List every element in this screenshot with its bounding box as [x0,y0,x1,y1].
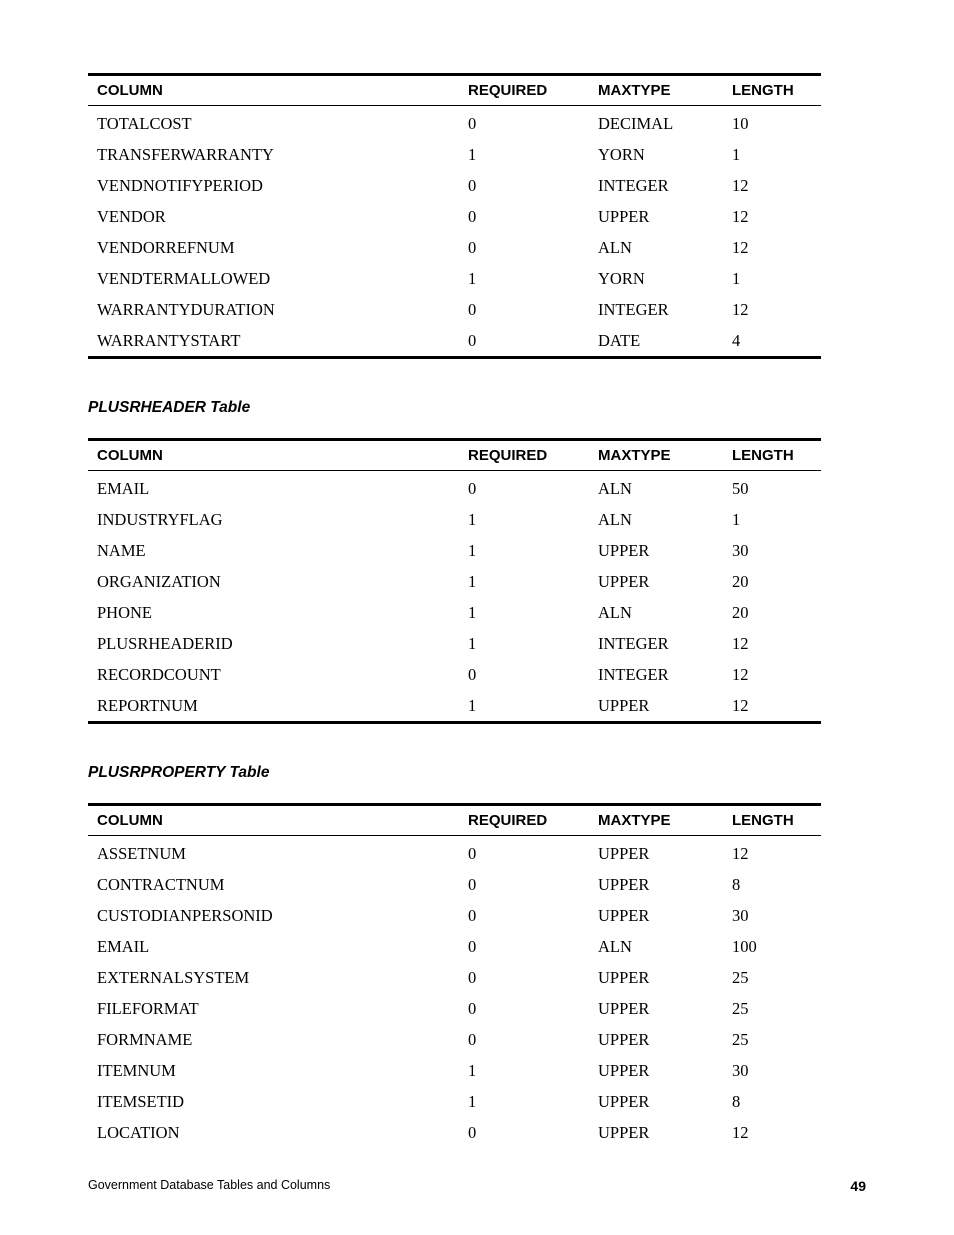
cell-maxtype: YORN [598,144,645,164]
table-row [88,201,821,232]
cell-column-name: ORGANIZATION [97,571,221,591]
header-column: COLUMN [88,440,459,471]
table-header-row [88,805,821,836]
cell-required: 0 [468,905,477,925]
cell-required: 1 [468,1060,477,1080]
cell-length: 10 [732,113,749,133]
table-header-row [88,440,821,471]
table-row [88,139,821,170]
cell-column-name: WARRANTYDURATION [97,299,275,319]
cell-column-name: VENDNOTIFYPERIOD [97,175,263,195]
cell-column-name: ITEMNUM [97,1060,176,1080]
table-plusrheader [88,438,821,724]
cell-required: 1 [468,602,477,622]
cell-length: 25 [732,998,749,1018]
cell-column-name: EMAIL [97,478,150,498]
cell-column-name: CONTRACTNUM [97,874,225,894]
cell-maxtype: UPPER [598,905,650,925]
cell-required: 1 [468,633,477,653]
cell-length: 30 [732,540,749,560]
cell-maxtype: DATE [598,330,641,350]
header-maxtype: MAXTYPE [589,440,723,471]
table-row [88,597,821,628]
cell-required: 0 [468,175,477,195]
cell-column-name: PHONE [97,602,153,622]
cell-maxtype: YORN [598,268,645,288]
cell-maxtype: UPPER [598,874,650,894]
cell-length: 100 [732,936,757,956]
cell-column-name: FILEFORMAT [97,998,199,1018]
cell-column-name: EMAIL [97,936,150,956]
cell-maxtype: DECIMAL [598,113,674,133]
table-row [88,106,821,140]
cell-length: 1 [732,268,741,288]
cell-required: 0 [468,299,477,319]
cell-length: 20 [732,602,749,622]
table-row [88,566,821,597]
cell-maxtype: INTEGER [598,299,669,319]
header-maxtype: MAXTYPE [589,75,723,106]
cell-column-name: REPORTNUM [97,695,198,715]
cell-maxtype: UPPER [598,1091,650,1111]
cell-column-name: INDUSTRYFLAG [97,509,223,529]
table-row [88,659,821,690]
header-length: LENGTH [723,805,821,836]
cell-length: 12 [732,175,749,195]
cell-maxtype: UPPER [598,998,650,1018]
page-footer [88,1178,866,1196]
cell-maxtype: UPPER [598,1060,650,1080]
table-row [88,869,821,900]
table-row [88,993,821,1024]
cell-maxtype: UPPER [598,206,650,226]
cell-column-name: TRANSFERWARRANTY [97,144,274,164]
cell-length: 12 [732,1122,749,1142]
cell-column-name: PLUSRHEADERID [97,633,233,653]
cell-required: 0 [468,843,477,863]
cell-length: 8 [732,874,741,894]
header-length: LENGTH [723,75,821,106]
header-column: COLUMN [88,805,459,836]
cell-length: 8 [732,1091,741,1111]
cell-length: 12 [732,633,749,653]
cell-column-name: FORMNAME [97,1029,193,1049]
cell-required: 0 [468,113,477,133]
table-row [88,1086,821,1117]
cell-required: 1 [468,144,477,164]
cell-column-name: TOTALCOST [97,113,192,133]
cell-required: 1 [468,540,477,560]
cell-length: 1 [732,509,741,529]
cell-maxtype: UPPER [598,571,650,591]
cell-required: 1 [468,695,477,715]
header-required: REQUIRED [459,75,589,106]
document-page [88,73,821,1148]
cell-length: 12 [732,695,749,715]
cell-length: 25 [732,1029,749,1049]
table-row [88,900,821,931]
cell-length: 20 [732,571,749,591]
cell-required: 0 [468,936,477,956]
cell-length: 12 [732,664,749,684]
table-row [88,535,821,566]
table-row [88,1055,821,1086]
cell-maxtype: ALN [598,602,632,622]
table-row [88,325,821,358]
cell-length: 30 [732,905,749,925]
header-maxtype: MAXTYPE [589,805,723,836]
cell-column-name: NAME [97,540,146,560]
cell-maxtype: UPPER [598,1122,650,1142]
table-row [88,962,821,993]
cell-maxtype: ALN [598,936,632,956]
cell-column-name: ITEMSETID [97,1091,185,1111]
table-row [88,836,821,870]
cell-maxtype: UPPER [598,540,650,560]
table-row [88,232,821,263]
cell-column-name: VENDORREFNUM [97,237,235,257]
cell-required: 1 [468,1091,477,1111]
cell-column-name: RECORDCOUNT [97,664,221,684]
cell-length: 12 [732,843,749,863]
table-row [88,1024,821,1055]
cell-column-name: VENDTERMALLOWED [97,268,271,288]
section-title-plusrheader: PLUSRHEADER Table [88,399,251,416]
cell-column-name: WARRANTYSTART [97,330,241,350]
table-row [88,504,821,535]
table-plusrproperty [88,803,821,1148]
cell-column-name: EXTERNALSYSTEM [97,967,250,987]
cell-maxtype: ALN [598,478,632,498]
cell-required: 0 [468,998,477,1018]
section-title-plusrproperty: PLUSRPROPERTY Table [88,764,270,781]
header-required: REQUIRED [459,440,589,471]
table-continued [88,73,821,359]
table-row [88,931,821,962]
page-number: 49 [850,1178,866,1194]
cell-column-name: LOCATION [97,1122,180,1142]
cell-length: 12 [732,206,749,226]
cell-required: 0 [468,206,477,226]
cell-required: 0 [468,1122,477,1142]
cell-maxtype: UPPER [598,1029,650,1049]
cell-maxtype: ALN [598,237,632,257]
cell-maxtype: ALN [598,509,632,529]
cell-required: 0 [468,874,477,894]
cell-required: 1 [468,571,477,591]
table-row [88,263,821,294]
table-row [88,170,821,201]
cell-maxtype: UPPER [598,695,650,715]
header-length: LENGTH [723,440,821,471]
header-column: COLUMN [88,75,459,106]
cell-required: 0 [468,237,477,257]
cell-required: 0 [468,478,477,498]
cell-required: 0 [468,664,477,684]
cell-required: 0 [468,1029,477,1049]
cell-length: 25 [732,967,749,987]
table-header-row [88,75,821,106]
cell-maxtype: INTEGER [598,664,669,684]
table-row [88,471,821,505]
cell-column-name: VENDOR [97,206,166,226]
cell-maxtype: UPPER [598,967,650,987]
cell-length: 50 [732,478,749,498]
cell-required: 0 [468,967,477,987]
table-row [88,1117,821,1148]
table-row [88,690,821,723]
cell-length: 12 [732,237,749,257]
cell-required: 0 [468,330,477,350]
cell-column-name: CUSTODIANPERSONID [97,905,273,925]
cell-length: 1 [732,144,741,164]
cell-maxtype: INTEGER [598,633,669,653]
cell-column-name: ASSETNUM [97,843,186,863]
cell-required: 1 [468,509,477,529]
cell-length: 4 [732,330,741,350]
table-row [88,294,821,325]
cell-required: 1 [468,268,477,288]
cell-length: 30 [732,1060,749,1080]
cell-length: 12 [732,299,749,319]
header-required: REQUIRED [459,805,589,836]
cell-maxtype: INTEGER [598,175,669,195]
cell-maxtype: UPPER [598,843,650,863]
footer-doc-title: Government Database Tables and Columns [88,1178,331,1192]
table-row [88,628,821,659]
